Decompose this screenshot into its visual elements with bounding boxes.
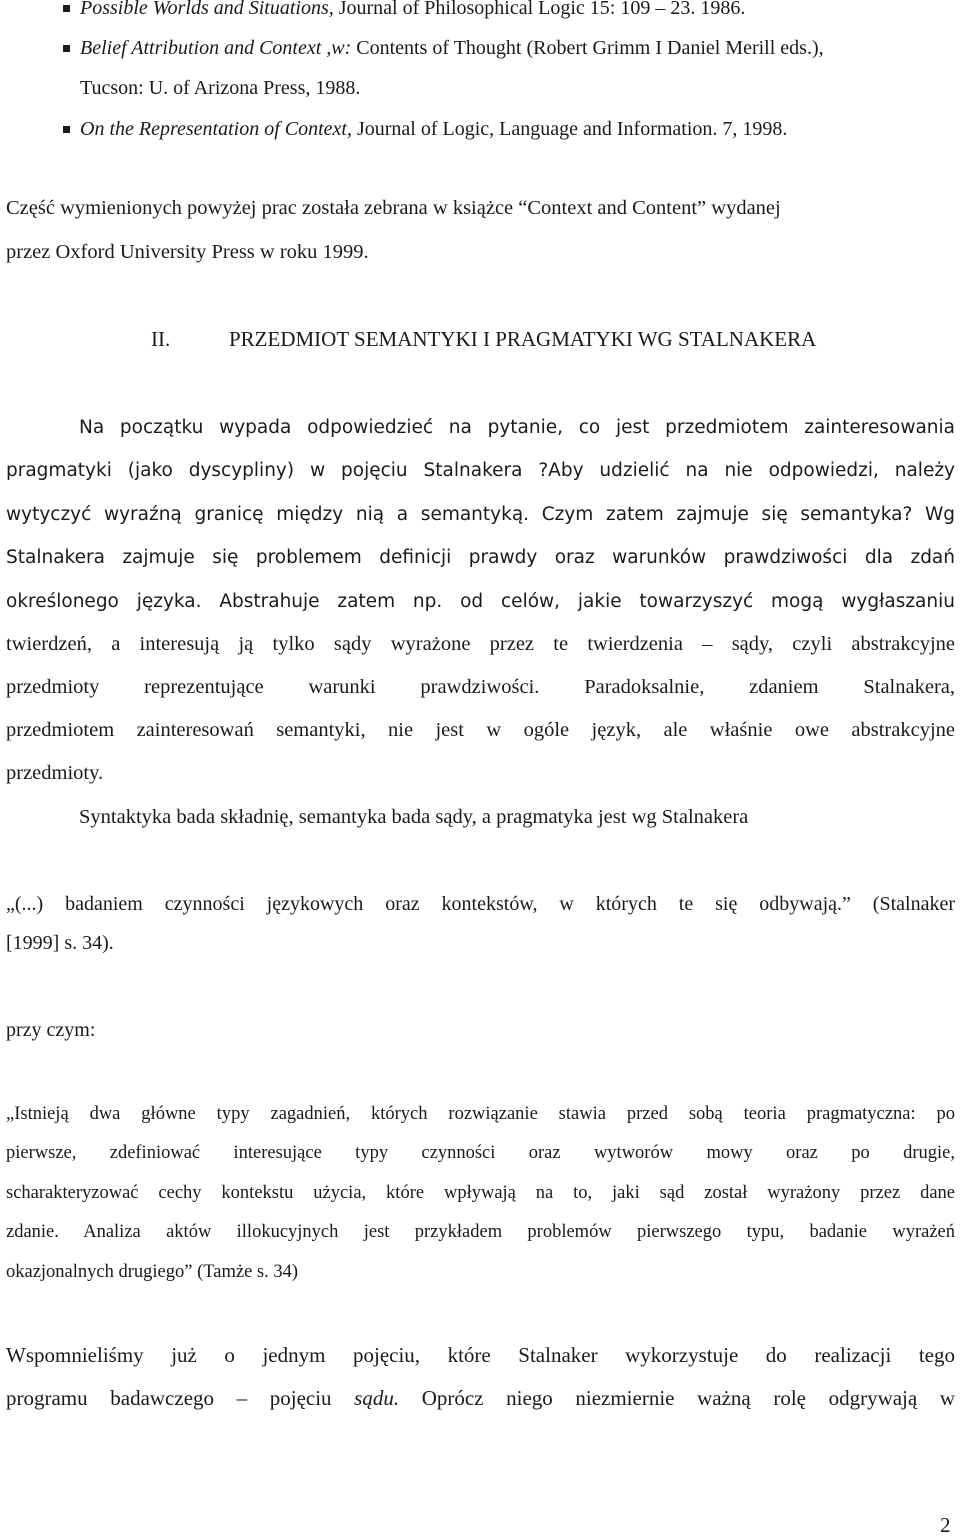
section-number: II. [151, 327, 171, 351]
quote-line: okazjonalnych drugiego” (Tamże s. 34) [6, 1262, 299, 1282]
paragraph-line: Na początku wypada odpowiedzieć na pytanie, co jest przedmiotem zainteresowania [79, 417, 955, 438]
paragraph-line: określonego języka. Abstrahuje zatem np. od celów, jakie towarzyszyć mogą wygłaszaniu [6, 591, 955, 612]
quote-1-line-2: [1999] s. 34). [6, 932, 114, 954]
bullet-icon [63, 126, 70, 133]
quote-line: zdanie. Analiza aktów illokucyjnych jest przykładem problemów pierwszego typu, badanie wyrażeń [6, 1222, 955, 1242]
bib-item-2-line2: Tucson: U. of Arizona Press, 1988. [80, 77, 361, 99]
bib-title: On the Representation of Context, [80, 118, 352, 140]
bib-item-3 [80, 118, 787, 141]
bullet-icon [63, 45, 70, 52]
bib-rest: Contents of Thought (Robert Grimm I Daniel Merill eds.), [351, 37, 824, 59]
paragraph-line: przedmiotem zainteresowań semantyki, nie jest w ogóle język, ale właśnie owe abstrakcyjne [6, 719, 955, 741]
quote-line: pierwsze, zdefiniować interesujące typy czynności oraz wytworów mowy oraz po drugie, [6, 1143, 955, 1163]
quote-line: scharakteryzować cechy kontekstu użycia, które wpływają na to, jaki sąd został wyrażony przez dane [6, 1183, 955, 1203]
paragraph-line: przedmioty. [6, 762, 104, 784]
bullet-icon [63, 5, 70, 12]
bib-rest: Journal of Philosophical Logic 15: 109 – 23. 1986. [333, 0, 746, 19]
paragraph-line: twierdzeń, a interesują ją tylko sądy wyrażone przez te twierdzenia – sądy, czyli abstrakcyjne [6, 633, 955, 655]
section-title: PRZEDMIOT SEMANTYKI I PRAGMATYKI WG STALNAKERA [229, 327, 817, 351]
final-text-after: Oprócz niego niezmiernie ważną rolę odgrywają w [399, 1386, 955, 1410]
bib-item-2 [80, 37, 824, 60]
final-text-before: programu badawczego – pojęciu [6, 1386, 355, 1410]
bib-rest: Journal of Logic, Language and Information. 7, 1998. [351, 118, 788, 140]
paragraph-line: pragmatyki (jako dyscypliny) w pojęciu Stalnakera ?Aby udzielić na nie odpowiedzi, należy [6, 460, 955, 481]
quote-line: „Istnieją dwa główne typy zagadnień, których rozwiązanie stawia przed sobą teoria pragmatyczna: po [6, 1104, 955, 1124]
final-emphasis: sądu. [354, 1386, 400, 1410]
bib-title: Belief Attribution and Context ,w: [80, 37, 352, 59]
paragraph-line: wytyczyć wyraźną granicę między nią a semantyką. Czym zatem zajmuje się semantyka? Wg [6, 504, 955, 525]
paragraph-line: przedmioty reprezentujące warunki prawdziwości. Paradoksalnie, zdaniem Stalnakera, [6, 676, 955, 698]
final-line-2 [6, 1386, 955, 1411]
paragraph-line: Stalnakera zajmuje się problemem definicji prawdy oraz warunków prawdziwości dla zdań [6, 547, 955, 568]
quote-1-line-1: „(...) badaniem czynności językowych oraz kontekstów, w których te się odbywają.” (Stalnaker [6, 893, 955, 915]
bib-title: Possible Worlds and Situations, [80, 0, 334, 19]
page-number: 2 [940, 1513, 951, 1537]
bib-item-1 [80, 0, 745, 20]
note-line-1: Część wymienionych powyżej prac została zebrana w książce “Context and Content” wydanej [6, 197, 781, 219]
przy-czym: przy czym: [6, 1019, 96, 1041]
final-line-1: Wspomnieliśmy już o jednym pojęciu, które Stalnaker wykorzystuje do realizacji tego [6, 1343, 955, 1367]
note-line-2: przez Oxford University Press w roku 1999. [6, 241, 369, 263]
syntax-line: Syntaktyka bada składnię, semantyka bada sądy, a pragmatyka jest wg Stalnakera [79, 806, 749, 828]
